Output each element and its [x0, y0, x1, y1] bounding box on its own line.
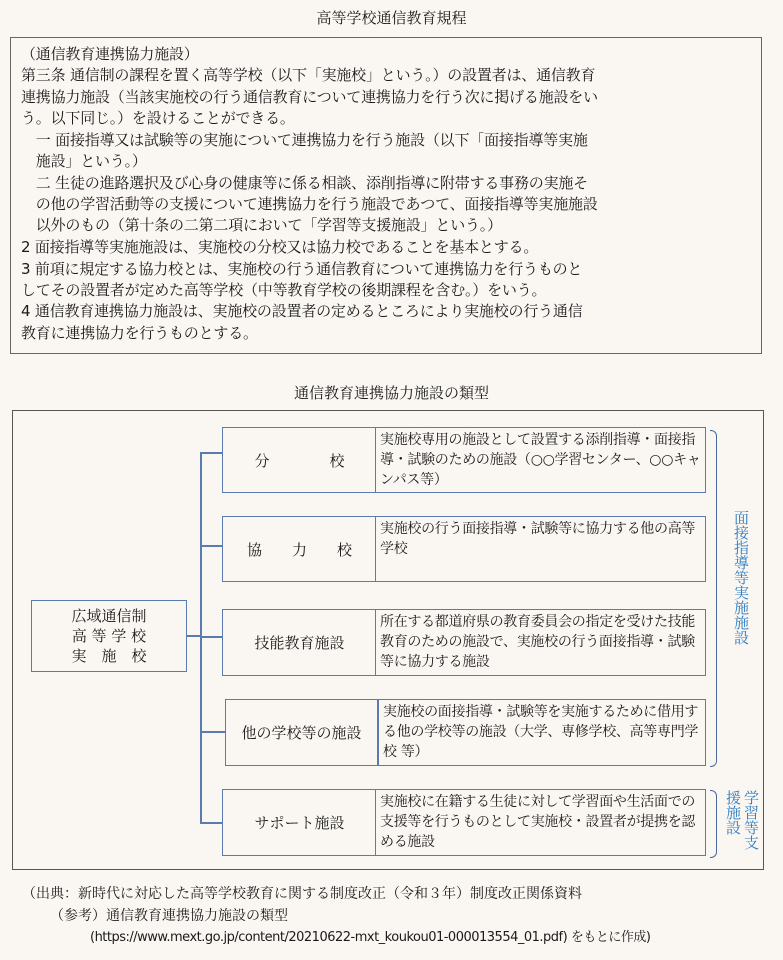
law-line: 一 面接指導又は試験等の実施について連携協力を行う施設（以下「面接指導等実施 — [21, 131, 588, 149]
law-text-box — [10, 37, 762, 354]
law-line: 第三条 通信制の課程を置く高等学校（以下「実施校」という。）の設置者は、通信教育 — [21, 66, 596, 84]
type-label-cooperating-school: 協 力 校 — [222, 516, 377, 582]
root-line: 高 等 学 校 — [71, 627, 147, 645]
law-line: の他の学習活動等の支援について連携協力を行う施設であつて、面接指導等実施施設 — [21, 195, 598, 213]
law-line: 二 生徒の進路選択及び心身の健康等に係る相談、添削指導に附帯する事務の実施そ — [21, 174, 588, 192]
type-desc-cooperating-school: 実施校の行う面接指導・試験等に協力する他の高等学校 — [375, 516, 706, 582]
law-line: 教育に連携協力を行うものとする。 — [21, 324, 258, 342]
type-label-branch-school: 分 校 — [222, 427, 377, 493]
law-line: 4 通信教育連携協力施設は、実施校の設置者の定めるところにより実施校の行う通信 — [21, 302, 583, 320]
diagram-title: 通信教育連携協力施設の類型 — [293, 384, 489, 402]
connector-line — [200, 636, 222, 638]
law-line: 2 面接指導等実施施設は、実施校の分校又は協力校であることを基本とする。 — [21, 238, 539, 256]
connector-line — [200, 452, 202, 823]
type-label-other-school-facility: 他の学校等の施設 — [225, 699, 378, 766]
source-line: （出典：新時代に対応した高等学校教育に関する制度改正（令和３年）制度改正関係資料 — [22, 886, 582, 902]
law-line: 連携協力施設（当該実施校の行う通信教育について連携協力を行う次に掲げる施設をい — [21, 88, 598, 106]
group-label-interview-facilities: 面接指導等実施施設 — [732, 510, 750, 645]
root-line: 広域通信制 — [71, 607, 147, 625]
type-desc-support-facility: 実施校に在籍する生徒に対して学習面や生活面での支援等を行うものとして実施校・設置者が提携を認める施設 — [375, 789, 706, 856]
type-desc-other-school-facility: 実施校の面接指導・試験等を実施するために借用する他の学校等の施設（大学、専修学校、高等専門学校 等） — [378, 699, 706, 766]
law-line: 施設」という。） — [21, 152, 147, 170]
bracket-icon — [710, 790, 717, 858]
law-line: う。以下同じ。）を設けることができる。 — [21, 109, 295, 127]
law-line: してその設置者が定めた高等学校（中等教育学校の後期課程を含む。）をいう。 — [21, 281, 547, 299]
connector-line — [200, 545, 222, 547]
law-line: 以外のもの（第十条の二第二項において「学習等支援施設」という。） — [21, 216, 502, 234]
type-desc-branch-school: 実施校専用の施設として設置する添削指導・面接指導・試験のための施設（○○学習センター、○○キャンパス等） — [375, 427, 706, 493]
type-label-skills-facility: 技能教育施設 — [222, 609, 377, 676]
connector-line — [200, 452, 222, 454]
type-desc-skills-facility: 所在する都道府県の教育委員会の指定を受けた技能教育のための施設で、実施校の行う面接指導・試験等に協力する施設 — [375, 609, 706, 676]
bracket-icon — [710, 430, 717, 767]
document-title: 高等学校通信教育規程 — [316, 9, 467, 27]
law-line: 3 前項に規定する協力校とは、実施校の行う通信教育について連携協力を行うものと — [21, 260, 583, 278]
connector-line — [186, 635, 200, 637]
root-line: 実 施 校 — [71, 647, 147, 665]
source-url: (https://www.mext.go.jp/content/20210622-mxt_koukou01-000013554_01.pdf) をもとに作成) — [90, 930, 651, 945]
law-line: （通信教育連携協力施設） — [21, 45, 199, 63]
type-label-support-facility: サポート施設 — [222, 789, 377, 856]
connector-line — [200, 731, 225, 733]
root-box-wide-area-school — [31, 600, 187, 672]
connector-line — [200, 822, 222, 824]
source-line: （参考）通信教育連携協力施設の類型 — [50, 908, 288, 924]
group-label-learning-support-facilities: 学習等支援施設 — [724, 790, 760, 850]
